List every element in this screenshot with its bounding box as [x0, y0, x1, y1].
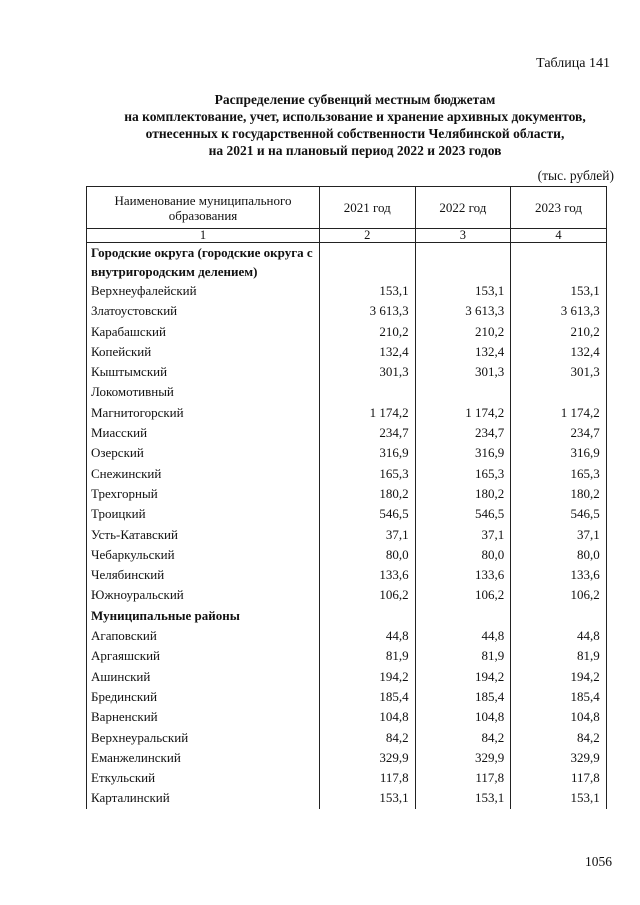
page-number: 1056: [585, 854, 612, 869]
value-2022-cell: 37,1: [415, 525, 511, 545]
municipality-name-cell: Южноуральский: [87, 585, 320, 605]
value-2021-cell: 301,3: [320, 362, 416, 382]
table-row: [87, 423, 607, 443]
table-body: [87, 243, 607, 809]
value-2023-cell: 1 174,2: [511, 403, 607, 423]
value-2023-cell: 153,1: [511, 788, 607, 808]
value-2023-cell: 81,9: [511, 646, 607, 666]
header-municipality: Наименование муниципального образования: [87, 187, 320, 229]
value-2023-cell: 194,2: [511, 667, 607, 687]
title-line-2: на комплектование, учет, использование и хранение архивных документов,: [124, 109, 586, 124]
municipality-name-cell: Озерский: [87, 443, 320, 463]
value-2023-cell: 234,7: [511, 423, 607, 443]
value-2023-cell: 37,1: [511, 525, 607, 545]
value-2022-cell: 44,8: [415, 626, 511, 646]
table-row: [87, 585, 607, 605]
table-row: [87, 667, 607, 687]
units-note: (тыс. рублей): [537, 168, 614, 183]
value-2021-cell: 546,5: [320, 504, 416, 524]
table-row: [87, 748, 607, 768]
value-2023-cell: 165,3: [511, 464, 607, 484]
value-2021-cell: 44,8: [320, 626, 416, 646]
value-2022-cell: 180,2: [415, 484, 511, 504]
value-2021-cell: 153,1: [320, 281, 416, 301]
municipality-name-cell: Варненский: [87, 707, 320, 727]
value-2023-cell: 329,9: [511, 748, 607, 768]
municipality-name-cell: Кыштымский: [87, 362, 320, 382]
value-2021-cell: 180,2: [320, 484, 416, 504]
value-2023-cell: 132,4: [511, 342, 607, 362]
value-2021-cell: [320, 606, 416, 626]
municipality-name-cell: Миасский: [87, 423, 320, 443]
group-header-row: [87, 606, 607, 626]
municipality-name-cell: Челябинский: [87, 565, 320, 585]
value-2021-cell: 234,7: [320, 423, 416, 443]
table-row: [87, 504, 607, 524]
value-2023-cell: 316,9: [511, 443, 607, 463]
column-number-row: [87, 229, 607, 243]
municipality-name-cell: Локомотивный: [87, 382, 320, 402]
table-header: [87, 187, 607, 243]
table-row: [87, 525, 607, 545]
column-number: 1: [87, 229, 320, 243]
table-row: [87, 565, 607, 585]
table-row: [87, 728, 607, 748]
table-row: [87, 646, 607, 666]
value-2022-cell: 234,7: [415, 423, 511, 443]
table-row: [87, 443, 607, 463]
value-2022-cell: [415, 606, 511, 626]
value-2023-cell: 301,3: [511, 362, 607, 382]
column-number: 3: [415, 229, 511, 243]
value-2021-cell: 210,2: [320, 322, 416, 342]
value-2021-cell: 104,8: [320, 707, 416, 727]
value-2023-cell: 153,1: [511, 281, 607, 301]
municipality-name-cell: Агаповский: [87, 626, 320, 646]
table-row: [87, 322, 607, 342]
value-2022-cell: 106,2: [415, 585, 511, 605]
value-2023-cell: [511, 382, 607, 402]
value-2023-cell: [511, 606, 607, 626]
table-row: [87, 301, 607, 321]
value-2021-cell: 133,6: [320, 565, 416, 585]
table-row: [87, 281, 607, 301]
municipality-name-cell: Городские округа (городские округа с внутригородским делением): [87, 243, 320, 282]
table-row: [87, 788, 607, 808]
value-2023-cell: 104,8: [511, 707, 607, 727]
title-line-3: отнесенных к государственной собственности Челябинской области,: [145, 126, 565, 141]
value-2021-cell: [320, 243, 416, 282]
title-line-4: на 2021 и на плановый период 2022 и 2023 годов: [208, 143, 502, 158]
value-2022-cell: 165,3: [415, 464, 511, 484]
value-2022-cell: 210,2: [415, 322, 511, 342]
value-2022-cell: 132,4: [415, 342, 511, 362]
municipality-name-cell: Чебаркульский: [87, 545, 320, 565]
column-number: 2: [320, 229, 416, 243]
value-2022-cell: 316,9: [415, 443, 511, 463]
value-2021-cell: 185,4: [320, 687, 416, 707]
municipality-name-cell: Магнитогорский: [87, 403, 320, 423]
value-2022-cell: [415, 382, 511, 402]
municipality-name-cell: Еманжелинский: [87, 748, 320, 768]
table-row: [87, 362, 607, 382]
header-2021: 2021 год: [320, 187, 416, 229]
value-2021-cell: 165,3: [320, 464, 416, 484]
value-2021-cell: 84,2: [320, 728, 416, 748]
title-line-1: Распределение субвенций местным бюджетам: [214, 92, 496, 107]
municipality-name-cell: Копейский: [87, 342, 320, 362]
value-2022-cell: 1 174,2: [415, 403, 511, 423]
municipality-name-cell: Трехгорный: [87, 484, 320, 504]
value-2022-cell: 133,6: [415, 565, 511, 585]
value-2021-cell: 117,8: [320, 768, 416, 788]
table-row: [87, 768, 607, 788]
table-row: [87, 545, 607, 565]
value-2022-cell: 117,8: [415, 768, 511, 788]
header-2022: 2022 год: [415, 187, 511, 229]
municipality-name-cell: Брединский: [87, 687, 320, 707]
table-row: [87, 464, 607, 484]
municipality-name-cell: Златоустовский: [87, 301, 320, 321]
value-2021-cell: 80,0: [320, 545, 416, 565]
value-2023-cell: 117,8: [511, 768, 607, 788]
value-2022-cell: 329,9: [415, 748, 511, 768]
table-label: Таблица 141: [536, 56, 610, 71]
table-row: [87, 707, 607, 727]
value-2022-cell: 84,2: [415, 728, 511, 748]
value-2022-cell: 104,8: [415, 707, 511, 727]
group-header-row: [87, 243, 607, 282]
value-2023-cell: 210,2: [511, 322, 607, 342]
municipality-name-cell: Ашинский: [87, 667, 320, 687]
value-2022-cell: 153,1: [415, 788, 511, 808]
value-2023-cell: 546,5: [511, 504, 607, 524]
value-2022-cell: 546,5: [415, 504, 511, 524]
value-2021-cell: 1 174,2: [320, 403, 416, 423]
value-2023-cell: 3 613,3: [511, 301, 607, 321]
value-2021-cell: 316,9: [320, 443, 416, 463]
value-2022-cell: 80,0: [415, 545, 511, 565]
value-2022-cell: 185,4: [415, 687, 511, 707]
value-2021-cell: [320, 382, 416, 402]
municipality-name-cell: Карталинский: [87, 788, 320, 808]
value-2023-cell: 80,0: [511, 545, 607, 565]
municipality-name-cell: Карабашский: [87, 322, 320, 342]
value-2021-cell: 37,1: [320, 525, 416, 545]
value-2023-cell: 133,6: [511, 565, 607, 585]
value-2023-cell: 180,2: [511, 484, 607, 504]
value-2021-cell: 3 613,3: [320, 301, 416, 321]
header-row: [87, 187, 607, 229]
value-2023-cell: 106,2: [511, 585, 607, 605]
value-2022-cell: 3 613,3: [415, 301, 511, 321]
table-row: [87, 403, 607, 423]
table-row: [87, 626, 607, 646]
document-title: [60, 91, 640, 159]
table-row: [87, 382, 607, 402]
value-2022-cell: 81,9: [415, 646, 511, 666]
value-2022-cell: [415, 243, 511, 282]
value-2023-cell: 84,2: [511, 728, 607, 748]
table-row: [87, 484, 607, 504]
column-number: 4: [511, 229, 607, 243]
value-2021-cell: 132,4: [320, 342, 416, 362]
municipality-name-cell: Снежинский: [87, 464, 320, 484]
value-2021-cell: 81,9: [320, 646, 416, 666]
value-2021-cell: 194,2: [320, 667, 416, 687]
value-2023-cell: 44,8: [511, 626, 607, 646]
municipality-name-cell: Верхнеуральский: [87, 728, 320, 748]
table-row: [87, 687, 607, 707]
subsidy-table: [86, 186, 607, 809]
value-2022-cell: 153,1: [415, 281, 511, 301]
value-2022-cell: 194,2: [415, 667, 511, 687]
value-2023-cell: [511, 243, 607, 282]
value-2021-cell: 106,2: [320, 585, 416, 605]
municipality-name-cell: Троицкий: [87, 504, 320, 524]
table-row: [87, 342, 607, 362]
municipality-name-cell: Усть-Катавский: [87, 525, 320, 545]
value-2022-cell: 301,3: [415, 362, 511, 382]
municipality-name-cell: Муниципальные районы: [87, 606, 320, 626]
value-2021-cell: 153,1: [320, 788, 416, 808]
value-2021-cell: 329,9: [320, 748, 416, 768]
municipality-name-cell: Еткульский: [87, 768, 320, 788]
header-2023: 2023 год: [511, 187, 607, 229]
municipality-name-cell: Верхнеуфалейский: [87, 281, 320, 301]
municipality-name-cell: Аргаяшский: [87, 646, 320, 666]
value-2023-cell: 185,4: [511, 687, 607, 707]
